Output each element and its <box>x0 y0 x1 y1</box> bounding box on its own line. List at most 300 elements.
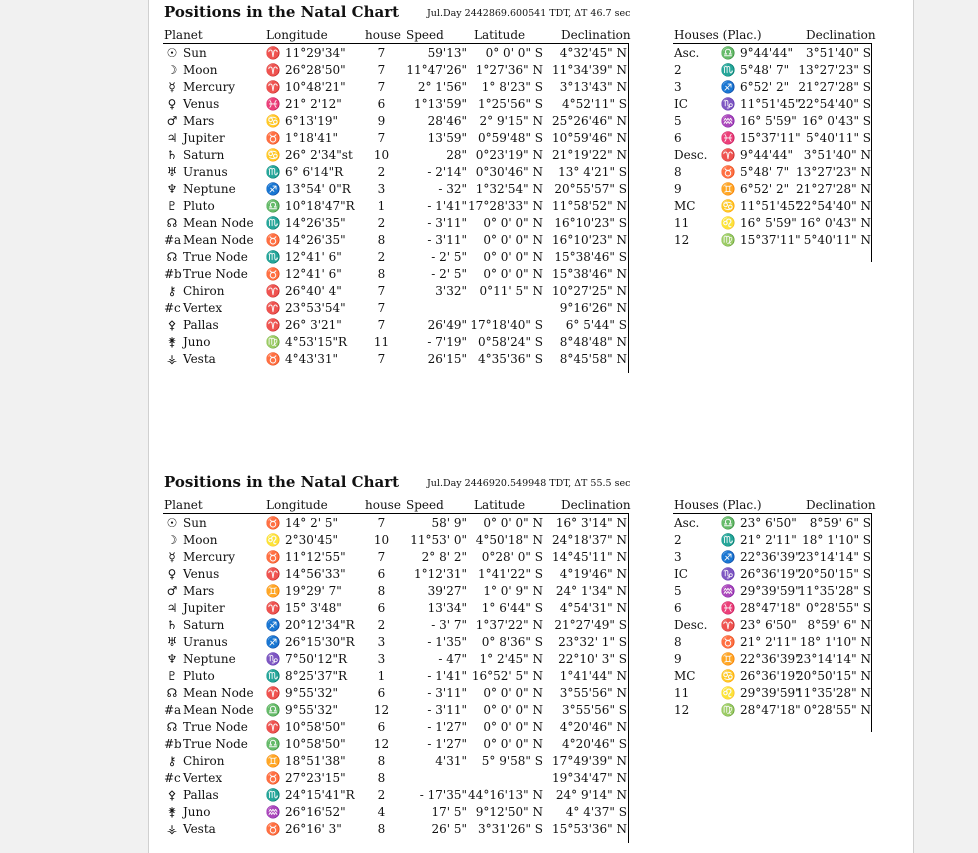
house-value: 2 <box>377 165 386 179</box>
longitude-value: 8°25'37"R <box>285 669 348 683</box>
planet-symbol-icon: ⚷ <box>167 754 177 768</box>
house-label: 2 <box>674 63 682 77</box>
zodiac-sign-icon: ♉ <box>265 233 281 247</box>
zodiac-sign-icon: ♋ <box>720 199 736 213</box>
zodiac-sign-icon: ♉ <box>265 352 281 366</box>
house-declination: 22°54'40" N <box>796 199 871 213</box>
speed-value: 59'13" <box>427 46 467 60</box>
declination-value: 25°26'46" N <box>552 114 627 128</box>
latitude-value: 0° 0' 0" N <box>483 267 543 281</box>
longitude-value: 26°15'30"R <box>285 635 355 649</box>
planet-symbol-icon: ☊ <box>166 216 178 230</box>
longitude-value: 26°16' 3" <box>285 822 342 836</box>
table-row <box>149 266 913 283</box>
longitude-value: 9°55'32" <box>285 703 338 717</box>
declination-value: 4°54'31" N <box>559 601 627 615</box>
planet-symbol-icon: ⚶ <box>166 352 178 366</box>
house-longitude: 15°37'11" <box>740 131 801 145</box>
planet-symbol-icon: ♇ <box>166 199 178 213</box>
house-value: 2 <box>377 618 386 632</box>
house-longitude: 16° 5'59" <box>740 216 797 230</box>
planet-name: Mercury <box>183 550 236 564</box>
planet-name: Mean Node <box>183 686 254 700</box>
speed-value: 26'15" <box>427 352 467 366</box>
zodiac-sign-icon: ♈ <box>265 284 281 298</box>
planet-symbol-icon: ♂ <box>166 584 178 598</box>
zodiac-sign-icon: ♐ <box>720 550 736 564</box>
house-declination: 11°35'28" N <box>796 686 871 700</box>
house-label: IC <box>674 97 688 111</box>
longitude-value: 4°53'15"R <box>285 335 348 349</box>
latitude-value: 0° 0' 0" N <box>483 720 543 734</box>
zodiac-sign-icon: ♓ <box>265 97 281 111</box>
planet-name: Saturn <box>183 618 225 632</box>
speed-value: - 17'35" <box>419 788 467 802</box>
zodiac-sign-icon: ♐ <box>265 635 281 649</box>
longitude-value: 26°28'50" <box>285 63 346 77</box>
declination-value: 15°38'46" S <box>554 250 627 264</box>
speed-value: - 7'19" <box>427 335 467 349</box>
planet-symbol-icon: ☽ <box>166 533 178 547</box>
house-declination: 0°28'55" S <box>805 601 871 615</box>
house-value: 9 <box>377 114 386 128</box>
longitude-value: 21° 2'12" <box>285 97 342 111</box>
house-value: 7 <box>377 80 386 94</box>
declination-value: 8°45'58" N <box>559 352 627 366</box>
julian-day-line: Jul.Day 2446920.549948 TDT, ΔT 55.5 sec <box>427 478 631 489</box>
planet-symbol-icon: ☿ <box>168 550 176 564</box>
house-value: 10 <box>373 533 390 547</box>
house-label: 9 <box>674 182 682 196</box>
latitude-value: 1° 2'45" N <box>479 652 543 666</box>
planet-symbol-icon: ♅ <box>166 165 178 179</box>
declination-value: 24° 9'14" N <box>555 788 627 802</box>
declination-value: 21°19'22" N <box>552 148 627 162</box>
planet-symbol-icon: ⚶ <box>166 822 178 836</box>
house-longitude: 11°51'45" <box>740 97 801 111</box>
house-row <box>149 634 913 651</box>
declination-value: 3°55'56" S <box>561 703 627 717</box>
speed-value: 13'59" <box>427 131 467 145</box>
zodiac-sign-icon: ♈ <box>265 63 281 77</box>
house-longitude: 29°39'59" <box>740 584 801 598</box>
latitude-value: 0°23'19" N <box>475 148 543 162</box>
house-longitude: 29°39'59" <box>740 686 801 700</box>
longitude-value: 24°15'41"R <box>285 788 355 802</box>
zodiac-sign-icon: ♓ <box>720 601 736 615</box>
planet-symbol-icon: ⚴ <box>167 788 177 802</box>
planet-symbol-icon: ♇ <box>166 669 178 683</box>
house-label: 2 <box>674 533 682 547</box>
planet-name: True Node <box>183 267 248 281</box>
house-declination: 5°40'11" S <box>805 131 871 145</box>
zodiac-sign-icon: ♊ <box>720 182 736 196</box>
declination-value: 15°38'46" N <box>552 267 627 281</box>
planet-name: Pallas <box>183 788 219 802</box>
zodiac-sign-icon: ♏ <box>265 165 281 179</box>
latitude-value: 4°50'18" N <box>475 533 543 547</box>
declination-value: 8°48'48" N <box>559 335 627 349</box>
latitude-value: 1° 0' 9" N <box>483 584 543 598</box>
zodiac-sign-icon: ♎ <box>720 516 736 530</box>
house-longitude: 28°47'18" <box>740 601 801 615</box>
longitude-value: 10°58'50" <box>285 720 346 734</box>
zodiac-sign-icon: ♑ <box>265 652 281 666</box>
latitude-value: 1°25'56" S <box>477 97 543 111</box>
planet-name: Pluto <box>183 669 215 683</box>
table-row <box>149 787 913 804</box>
speed-value: - 2' 5" <box>431 267 467 281</box>
house-label: 3 <box>674 80 682 94</box>
zodiac-sign-icon: ♋ <box>265 148 281 162</box>
header-houses: Houses (Plac.) <box>674 498 762 512</box>
house-label: 8 <box>674 635 682 649</box>
planet-symbol-icon: ☉ <box>166 46 178 60</box>
zodiac-sign-icon: ♊ <box>720 652 736 666</box>
speed-value: - 3'11" <box>427 216 467 230</box>
house-longitude: 23° 6'50" <box>740 618 797 632</box>
longitude-value: 23°53'54" <box>285 301 346 315</box>
longitude-value: 1°18'41" <box>285 131 338 145</box>
speed-value: 2° 1'56" <box>417 80 467 94</box>
house-row <box>149 549 913 566</box>
longitude-value: 14°56'33" <box>285 567 346 581</box>
house-row <box>149 113 913 130</box>
house-longitude: 6°52' 2" <box>740 182 790 196</box>
zodiac-sign-icon: ♈ <box>265 318 281 332</box>
declination-value: 13° 4'21" S <box>558 165 627 179</box>
section-title: Positions in the Natal Chart <box>164 473 400 491</box>
house-value: 7 <box>377 550 386 564</box>
zodiac-sign-icon: ♏ <box>265 669 281 683</box>
declination-value: 6° 5'44" S <box>565 318 627 332</box>
zodiac-sign-icon: ♈ <box>265 80 281 94</box>
house-value: 6 <box>377 686 386 700</box>
header-house: house <box>365 28 401 42</box>
declination-value: 17°49'39" N <box>552 754 627 768</box>
house-row <box>149 702 913 719</box>
house-label: 8 <box>674 165 682 179</box>
latitude-value: 0° 0' 0" N <box>483 703 543 717</box>
house-label: 6 <box>674 601 682 615</box>
zodiac-sign-icon: ♐ <box>720 80 736 94</box>
declination-value: 22°10' 3" S <box>558 652 627 666</box>
header-speed: Speed <box>406 498 444 512</box>
planet-symbol-icon: #c <box>164 301 181 315</box>
house-row <box>149 566 913 583</box>
house-value: 8 <box>377 584 386 598</box>
declination-value: 23°32' 1" S <box>558 635 627 649</box>
house-label: 11 <box>674 216 690 230</box>
longitude-value: 19°29' 7" <box>285 584 342 598</box>
planet-symbol-icon: ♀ <box>167 97 177 111</box>
planet-name: Sun <box>183 516 207 530</box>
zodiac-sign-icon: ♋ <box>720 669 736 683</box>
house-label: IC <box>674 567 688 581</box>
house-longitude: 5°48' 7" <box>740 165 790 179</box>
planet-symbol-icon: #a <box>164 703 182 717</box>
house-declination: 16° 0'43" N <box>799 216 871 230</box>
house-longitude: 26°36'19" <box>740 669 801 683</box>
longitude-value: 6°13'19" <box>285 114 338 128</box>
house-label: 3 <box>674 550 682 564</box>
latitude-value: 0° 0' 0" N <box>483 737 543 751</box>
zodiac-sign-icon: ♎ <box>265 199 281 213</box>
table-row <box>149 317 913 334</box>
declination-value: 4°19'46" N <box>559 567 627 581</box>
declination-value: 10°59'46" N <box>552 131 627 145</box>
house-declination: 18° 1'10" N <box>799 635 871 649</box>
latitude-value: 1°27'36" N <box>475 63 543 77</box>
longitude-value: 10°58'50" <box>285 737 346 751</box>
house-row <box>149 232 913 249</box>
house-value: 12 <box>373 703 390 717</box>
house-longitude: 21° 2'11" <box>740 635 797 649</box>
house-declination: 13°27'23" N <box>796 165 871 179</box>
house-declination: 22°54'40" S <box>798 97 871 111</box>
declination-value: 21°27'49" S <box>554 618 627 632</box>
planet-name: Vertex <box>183 301 223 315</box>
planet-symbol-icon: ☽ <box>166 63 178 77</box>
house-declination: 20°50'15" S <box>798 567 871 581</box>
zodiac-sign-icon: ♉ <box>265 771 281 785</box>
speed-value: 2° 8' 2" <box>421 550 467 564</box>
zodiac-sign-icon: ♉ <box>720 635 736 649</box>
latitude-value: 0° 0' 0" N <box>483 516 543 530</box>
planet-name: Sun <box>183 46 207 60</box>
declination-value: 19°34'47" N <box>552 771 627 785</box>
zodiac-sign-icon: ♉ <box>265 131 281 145</box>
house-label: MC <box>674 199 696 213</box>
planets-header-rule <box>163 513 629 514</box>
zodiac-sign-icon: ♑ <box>720 567 736 581</box>
latitude-value: 0°11' 5" N <box>479 284 543 298</box>
houses-header-rule <box>673 43 871 44</box>
zodiac-sign-icon: ♈ <box>265 720 281 734</box>
table-row <box>149 770 913 787</box>
planet-name: Vesta <box>183 352 216 366</box>
house-row <box>149 215 913 232</box>
declination-value: 1°41'44" N <box>559 669 627 683</box>
table-row <box>149 804 913 821</box>
house-declination: 21°27'28" N <box>796 182 871 196</box>
planet-name: Pallas <box>183 318 219 332</box>
planet-name: Neptune <box>183 652 236 666</box>
house-row <box>149 96 913 113</box>
planet-symbol-icon: ♆ <box>166 652 178 666</box>
house-longitude: 9°44'44" <box>740 148 793 162</box>
zodiac-sign-icon: ♌ <box>720 686 736 700</box>
planet-symbol-icon: ♄ <box>166 618 178 632</box>
zodiac-sign-icon: ♋ <box>265 114 281 128</box>
house-value: 3 <box>377 635 386 649</box>
speed-value: - 2'14" <box>427 165 467 179</box>
house-longitude: 23° 6'50" <box>740 516 797 530</box>
longitude-value: 9°55'32" <box>285 686 338 700</box>
zodiac-sign-icon: ♈ <box>720 148 736 162</box>
zodiac-sign-icon: ♉ <box>265 267 281 281</box>
house-value: 6 <box>377 567 386 581</box>
house-value: 7 <box>377 301 386 315</box>
speed-value: - 1'35" <box>427 635 467 649</box>
declination-value: 4°32'45" N <box>559 46 627 60</box>
house-row <box>149 532 913 549</box>
longitude-value: 12°41' 6" <box>285 267 342 281</box>
longitude-value: 10°48'21" <box>285 80 346 94</box>
planet-name: Moon <box>183 63 218 77</box>
house-row <box>149 181 913 198</box>
speed-value: 58' 9" <box>431 516 467 530</box>
header-houses-declination: Declination <box>806 498 876 512</box>
zodiac-sign-icon: ♓ <box>720 131 736 145</box>
declination-value: 16°10'23" N <box>552 233 627 247</box>
house-row <box>149 600 913 617</box>
planet-symbol-icon: ♆ <box>166 182 178 196</box>
speed-value: 1°13'59" <box>414 97 467 111</box>
planet-name: Mean Node <box>183 233 254 247</box>
planet-name: Saturn <box>183 148 225 162</box>
declination-value: 4° 4'37" S <box>565 805 627 819</box>
planet-symbol-icon: ♃ <box>166 131 178 145</box>
house-label: 12 <box>674 233 690 247</box>
table-row <box>149 821 913 838</box>
planet-name: Mars <box>183 114 215 128</box>
house-value: 3 <box>377 182 386 196</box>
speed-value: 11°53' 0" <box>410 533 467 547</box>
house-row <box>149 651 913 668</box>
latitude-value: 0° 0' 0" N <box>483 250 543 264</box>
zodiac-sign-icon: ♒ <box>265 805 281 819</box>
planet-name: Vertex <box>183 771 223 785</box>
house-declination: 20°50'15" N <box>796 669 871 683</box>
house-declination: 8°59' 6" S <box>809 516 871 530</box>
latitude-value: 3°31'26" S <box>477 822 543 836</box>
latitude-value: 9°12'50" N <box>475 805 543 819</box>
longitude-value: 11°12'55" <box>285 550 346 564</box>
table-row <box>149 753 913 770</box>
house-value: 1 <box>377 199 386 213</box>
house-value: 2 <box>377 250 386 264</box>
house-label: Asc. <box>674 46 700 60</box>
house-longitude: 9°44'44" <box>740 46 793 60</box>
house-row <box>149 685 913 702</box>
header-houses-declination: Declination <box>806 28 876 42</box>
header-planet: Planet <box>164 498 203 512</box>
house-declination: 3°51'40" N <box>803 148 871 162</box>
house-declination: 23°14'14" S <box>798 550 871 564</box>
zodiac-sign-icon: ♈ <box>265 686 281 700</box>
longitude-value: 14°26'35" <box>285 233 346 247</box>
longitude-value: 14°26'35" <box>285 216 346 230</box>
house-value: 6 <box>377 601 386 615</box>
planet-name: Mean Node <box>183 216 254 230</box>
longitude-value: 4°43'31" <box>285 352 338 366</box>
house-value: 7 <box>377 352 386 366</box>
zodiac-sign-icon: ♏ <box>265 788 281 802</box>
longitude-value: 26° 2'34"st <box>285 148 353 162</box>
house-value: 10 <box>373 148 390 162</box>
table-row <box>149 351 913 368</box>
speed-value: - 3'11" <box>427 686 467 700</box>
zodiac-sign-icon: ♉ <box>265 550 281 564</box>
speed-value: - 3' 7" <box>431 618 467 632</box>
zodiac-sign-icon: ♌ <box>265 533 281 547</box>
header-house: house <box>365 498 401 512</box>
speed-value: 4'31" <box>435 754 467 768</box>
house-value: 3 <box>377 652 386 666</box>
speed-value: 11°47'26" <box>406 63 467 77</box>
house-row <box>149 45 913 62</box>
house-longitude: 22°36'39" <box>740 550 801 564</box>
house-row <box>149 198 913 215</box>
planet-name: True Node <box>183 720 248 734</box>
planet-symbol-icon: ♄ <box>166 148 178 162</box>
latitude-value: 0° 0' 0" N <box>483 233 543 247</box>
house-label: Asc. <box>674 516 700 530</box>
planet-name: Mean Node <box>183 703 254 717</box>
speed-value: 3'32" <box>435 284 467 298</box>
house-value: 7 <box>377 131 386 145</box>
house-declination: 13°27'23" S <box>798 63 871 77</box>
speed-value: 26'49" <box>427 318 467 332</box>
house-row <box>149 583 913 600</box>
planet-name: Uranus <box>183 165 228 179</box>
house-label: 5 <box>674 114 682 128</box>
planet-symbol-icon: ♅ <box>166 635 178 649</box>
zodiac-sign-icon: ♐ <box>265 618 281 632</box>
house-value: 8 <box>377 267 386 281</box>
declination-value: 3°55'56" N <box>559 686 627 700</box>
declination-value: 10°27'25" N <box>552 284 627 298</box>
house-row <box>149 617 913 634</box>
house-value: 7 <box>377 516 386 530</box>
longitude-value: 18°51'38" <box>285 754 346 768</box>
table-row <box>149 283 913 300</box>
header-declination: Declination <box>561 28 631 42</box>
zodiac-sign-icon: ♍ <box>265 335 281 349</box>
latitude-value: 0°58'24" S <box>477 335 543 349</box>
house-row <box>149 79 913 96</box>
house-declination: 0°28'55" N <box>803 703 871 717</box>
house-longitude: 28°47'18" <box>740 703 801 717</box>
declination-value: 16°10'23" S <box>554 216 627 230</box>
latitude-value: 0° 0' 0" N <box>483 216 543 230</box>
planet-name: Juno <box>183 335 211 349</box>
zodiac-sign-icon: ♏ <box>720 533 736 547</box>
planet-symbol-icon: ☊ <box>166 250 178 264</box>
house-row <box>149 62 913 79</box>
house-declination: 8°59' 6" N <box>807 618 871 632</box>
table-row <box>149 736 913 753</box>
declination-value: 15°53'36" N <box>552 822 627 836</box>
planet-symbol-icon: ⚷ <box>167 284 177 298</box>
house-value: 2 <box>377 216 386 230</box>
planet-name: Neptune <box>183 182 236 196</box>
house-value: 8 <box>377 771 386 785</box>
house-label: Desc. <box>674 618 708 632</box>
speed-value: 28" <box>446 148 467 162</box>
houses-header-rule <box>673 513 871 514</box>
house-longitude: 22°36'39" <box>740 652 801 666</box>
declination-value: 11°34'39" N <box>552 63 627 77</box>
longitude-value: 7°50'12"R <box>285 652 348 666</box>
house-longitude: 16° 5'59" <box>740 114 797 128</box>
latitude-value: 0°30'46" N <box>475 165 543 179</box>
longitude-value: 26°40' 4" <box>285 284 342 298</box>
house-longitude: 6°52' 2" <box>740 80 790 94</box>
planet-symbol-icon: ♃ <box>166 601 178 615</box>
declination-value: 24°18'37" N <box>552 533 627 547</box>
